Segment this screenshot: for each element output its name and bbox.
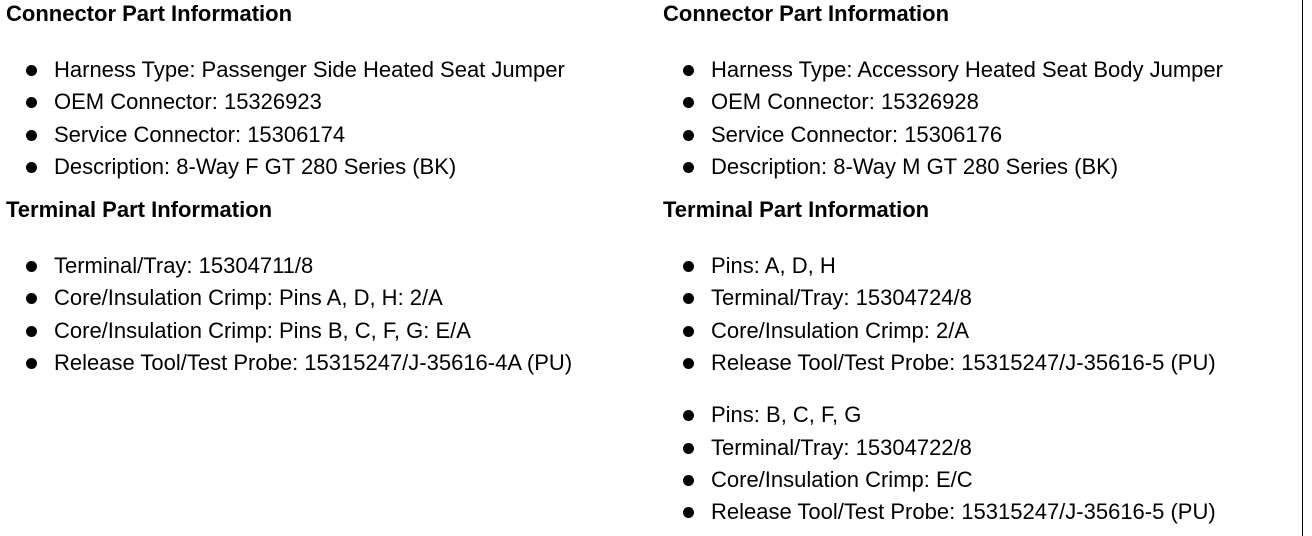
list-item [663, 119, 1301, 151]
list-item-text: Core/Insulation Crimp: Pins B, C, F, G: E/A [54, 317, 471, 343]
list-item-text: Release Tool/Test Probe: 15315247/J-35616-5 (PU) [711, 350, 1216, 376]
list-item-text: Release Tool/Test Probe: 15315247/J-35616-4A (PU) [54, 350, 573, 376]
list-item-text: Core/Insulation Crimp: 2/A [711, 317, 969, 343]
left-connector-heading: Connector Part Information [6, 1, 293, 26]
bullet-icon [683, 162, 694, 173]
list-item-text: Core/Insulation Crimp: Pins A, D, H: 2/A [54, 285, 443, 311]
bullet-icon [683, 261, 694, 272]
bullet-icon [683, 326, 694, 337]
list-item-text: Pins: A, D, H [711, 253, 836, 279]
bullet-icon [683, 130, 694, 141]
list-item [663, 54, 1301, 86]
list-item [6, 347, 656, 379]
bullet-icon [26, 326, 37, 337]
list-item-text: Core/Insulation Crimp: E/C [711, 466, 973, 492]
bullet-icon [26, 261, 37, 272]
bullet-icon [683, 293, 694, 304]
bullet-icon [683, 358, 694, 369]
list-item-text: Service Connector: 15306174 [54, 121, 346, 147]
bullet-icon [26, 358, 37, 369]
bullet-icon [683, 65, 694, 76]
right-connector-heading: Connector Part Information [663, 1, 950, 26]
left-terminal-list [6, 250, 656, 379]
bullet-icon [26, 293, 37, 304]
list-item-text: Harness Type: Accessory Heated Seat Body Jumper [711, 57, 1223, 82]
list-item-text: Description: 8-Way F GT 280 Series (BK) [54, 153, 457, 179]
list-item [663, 86, 1301, 118]
left-terminal-heading: Terminal Part Information [6, 197, 273, 223]
list-item [6, 282, 656, 314]
list-item [6, 151, 656, 183]
list-item-text: Terminal/Tray: 15304722/8 [711, 434, 972, 460]
list-item [663, 347, 1301, 379]
list-item [6, 119, 656, 151]
bullet-icon [26, 162, 37, 173]
list-item-text: Service Connector: 15306176 [711, 121, 1003, 147]
bullet-icon [26, 130, 37, 141]
list-item [663, 250, 1301, 282]
list-item-text: Terminal/Tray: 15304724/8 [711, 285, 972, 311]
list-item [6, 86, 656, 118]
list-item [663, 496, 1301, 528]
list-item [6, 250, 656, 282]
bullet-icon [683, 97, 694, 108]
list-item [663, 282, 1301, 314]
list-item [663, 315, 1301, 347]
right-terminal-heading: Terminal Part Information [663, 197, 930, 223]
right-column [663, 0, 1301, 529]
list-item [6, 315, 656, 347]
list-item-text: Pins: B, C, F, G [711, 402, 862, 428]
bullet-icon [683, 443, 694, 454]
list-item-text: OEM Connector: 15326923 [54, 89, 322, 115]
bullet-icon [26, 65, 37, 76]
right-terminal-group-1 [663, 250, 1301, 379]
list-item-text: Description: 8-Way M GT 280 Series (BK) [711, 153, 1119, 179]
left-column [6, 0, 656, 379]
bullet-icon [683, 507, 694, 518]
page-edge-rule [1302, 0, 1303, 536]
bullet-icon [683, 410, 694, 421]
list-item [663, 399, 1301, 431]
left-connector-list [6, 54, 656, 183]
list-item-text: OEM Connector: 15326928 [711, 89, 979, 115]
list-item [663, 464, 1301, 496]
list-item-text: Terminal/Tray: 15304711/8 [54, 253, 314, 279]
right-terminal-group-2 [663, 399, 1301, 528]
list-item-text: Release Tool/Test Probe: 15315247/J-35616-5 (PU) [711, 499, 1216, 525]
list-item [663, 432, 1301, 464]
list-item [6, 54, 656, 86]
list-item [663, 151, 1301, 183]
right-connector-list [663, 54, 1301, 183]
bullet-icon [683, 475, 694, 486]
bullet-icon [26, 97, 37, 108]
list-item-text: Harness Type: Passenger Side Heated Seat Jumper [54, 57, 565, 82]
